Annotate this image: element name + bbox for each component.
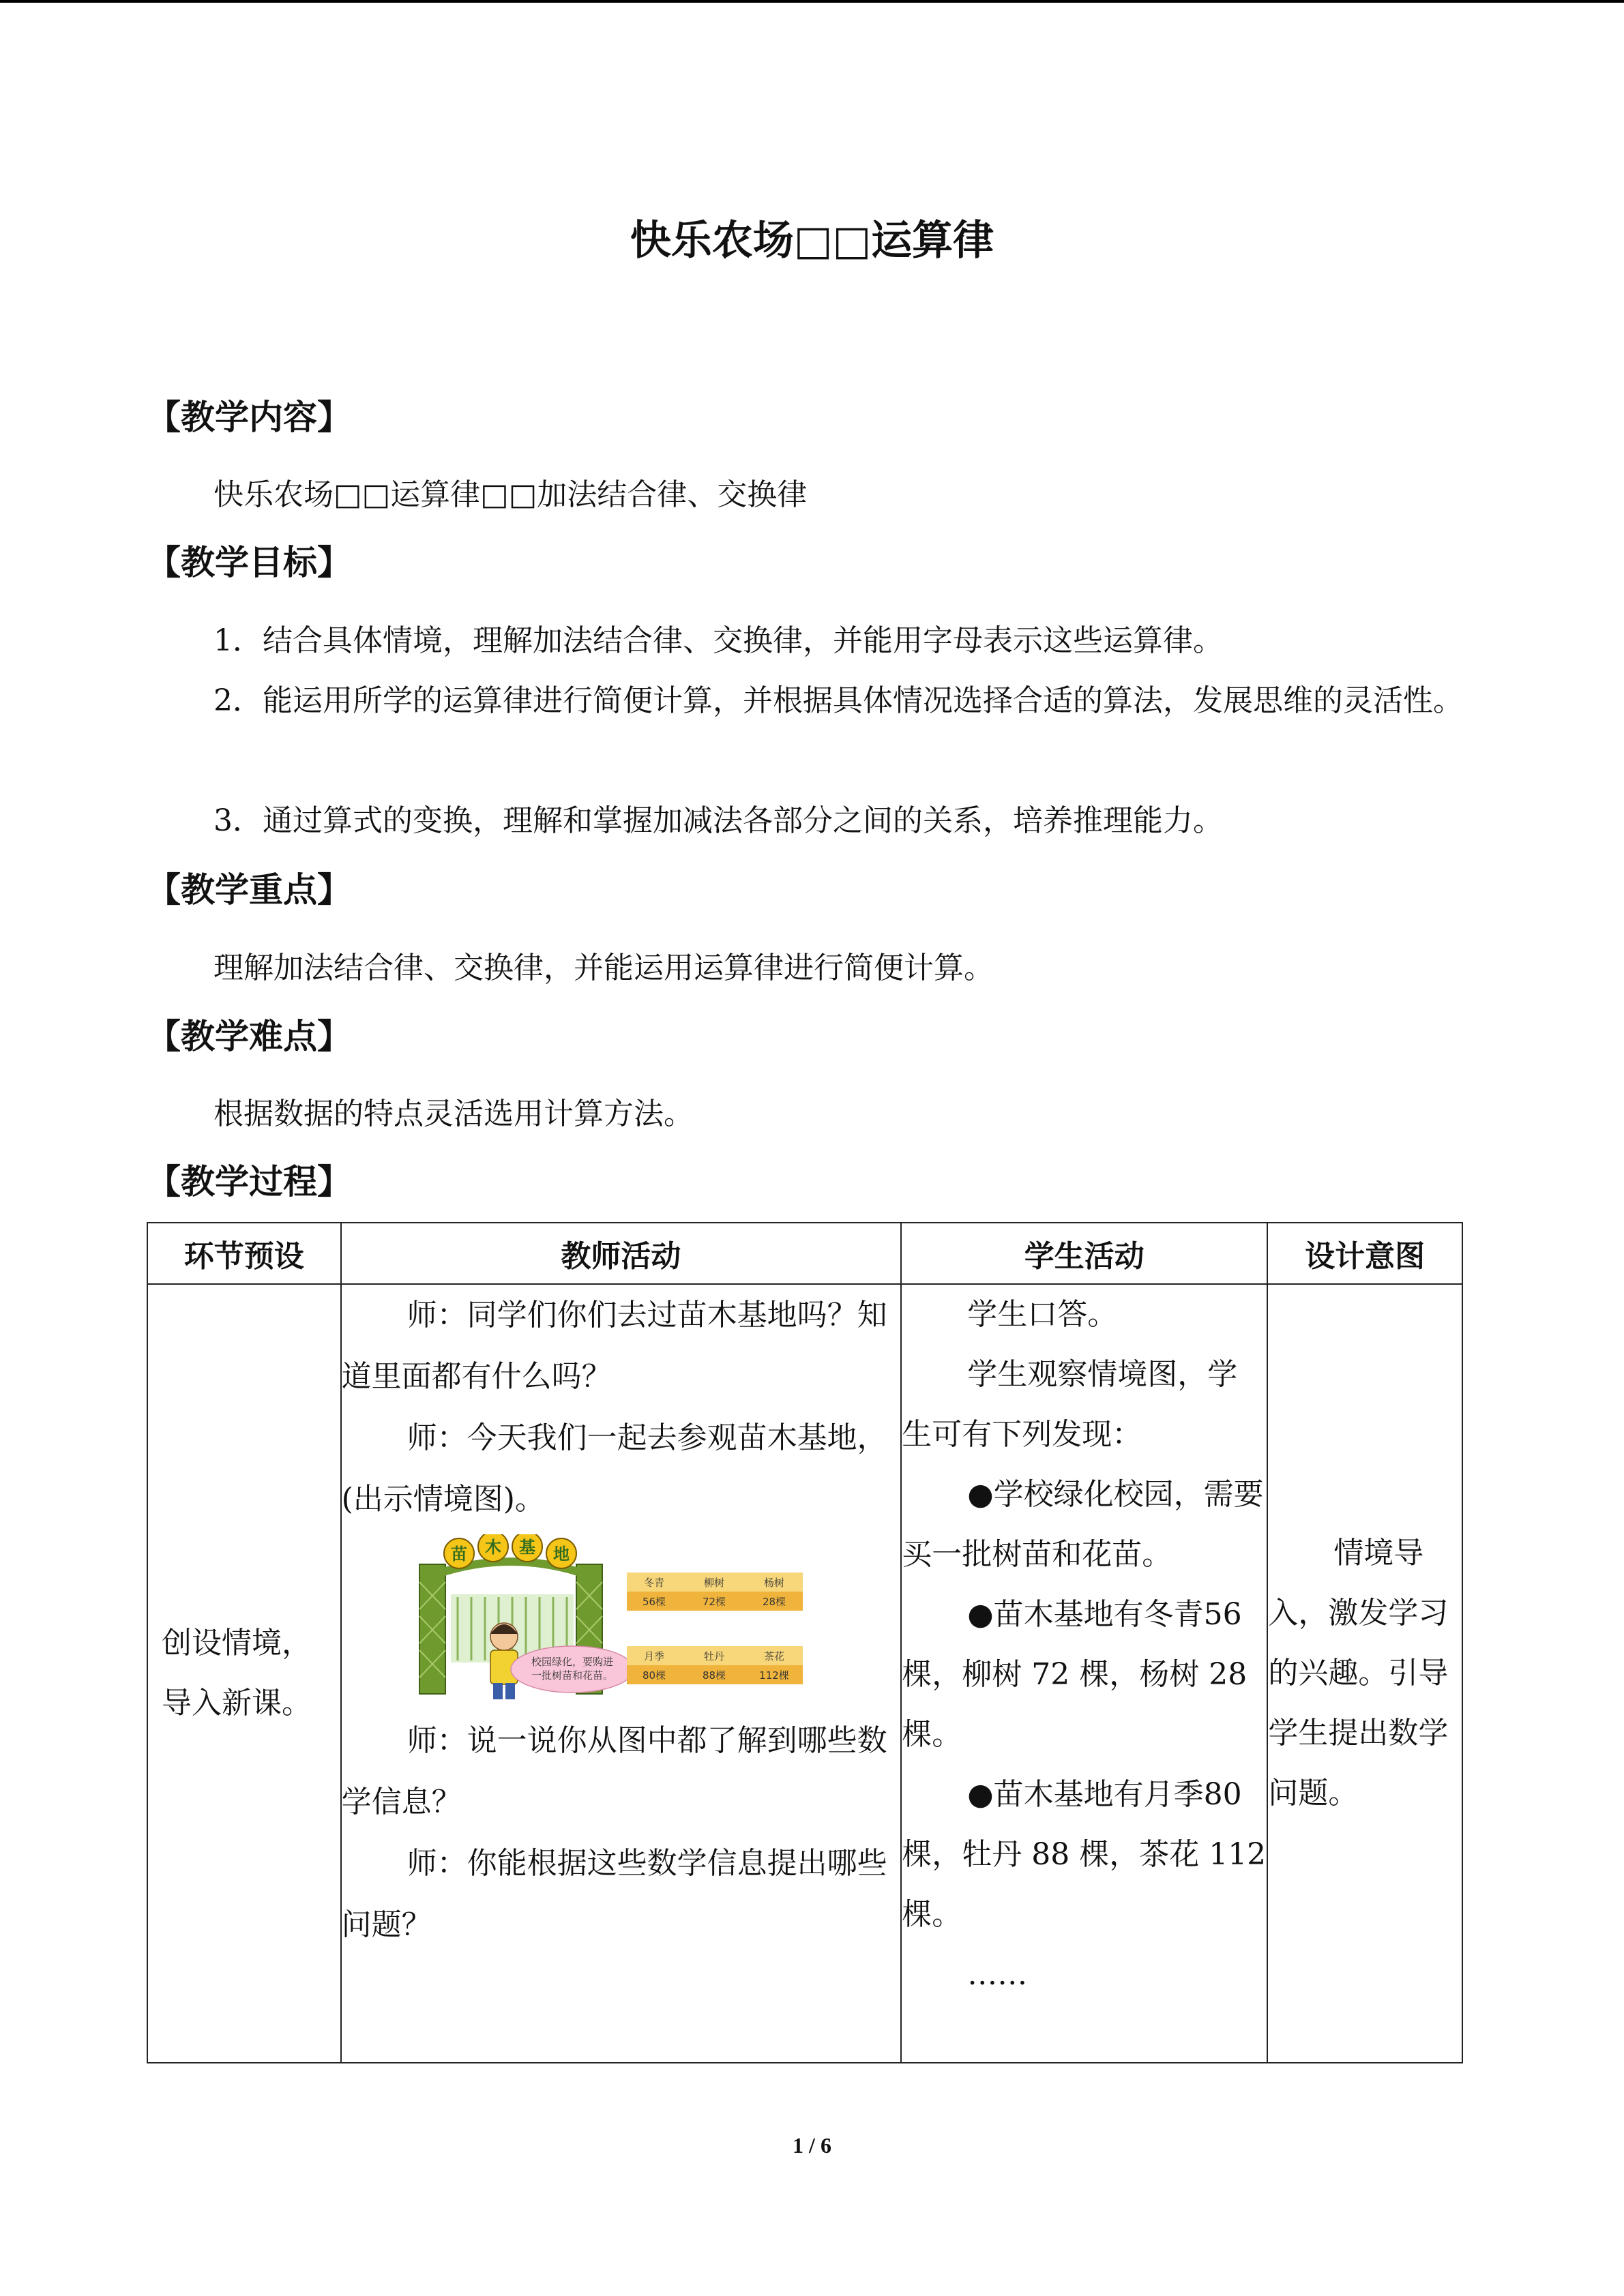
- heading-teaching-content: 【教学内容】: [147, 398, 351, 437]
- flower-value-2: 88棵: [702, 1669, 726, 1682]
- teaching-content-text: 快乐农场□□运算律□□加法结合律、交换律: [213, 477, 808, 512]
- student-line-4: ●苗木基地有冬青56 棵，柳树 72 棵，杨树 28 棵。: [902, 1597, 1247, 1752]
- teacher-activity-cell: [341, 1284, 902, 2063]
- key-points-text: 理解加法结合律、交换律，并能运用运算律进行简便计算。: [213, 951, 994, 985]
- student-activity-cell: [901, 1284, 1267, 2063]
- student-line-3: ●学校绿化校园，需要买一批树苗和花苗。: [902, 1477, 1264, 1572]
- teacher-line-2: 师：今天我们一起去参观苗木基地，(出示情境图)。: [341, 1420, 887, 1517]
- flower-value-3: 112棵: [758, 1669, 789, 1682]
- goal-3: 3．通过算式的变换，理解和掌握加减法各部分之间的关系，培养推理能力。: [213, 803, 1223, 838]
- flower-value-1: 80棵: [642, 1669, 666, 1682]
- heading-teaching-process: 【教学过程】: [147, 1162, 351, 1202]
- stage-cell: [147, 1284, 341, 2063]
- table-header-row: [147, 1223, 1462, 1284]
- page-title: 快乐农场□□运算律: [630, 217, 994, 265]
- heading-teaching-goals: 【教学目标】: [147, 543, 351, 582]
- tree-value-3: 28棵: [762, 1596, 786, 1608]
- goal-1: 1．结合具体情境，理解加法结合律、交换律，并能用字母表示这些运算律。: [213, 623, 1223, 658]
- teacher-line-3: 师：说一说你从图中都了解到哪些数学信息？: [341, 1723, 887, 1819]
- flower-header-2: 牡丹: [703, 1650, 724, 1663]
- top-border-line: [0, 0, 1624, 3]
- bubble-line-1: 校园绿化，要购进: [531, 1656, 613, 1668]
- page-number: 1 / 6: [793, 2133, 831, 2158]
- bubble-line-2: 一批树苗和花苗。: [531, 1669, 613, 1682]
- sign-char-3: 基: [518, 1538, 535, 1557]
- sign-char-2: 木: [484, 1538, 501, 1557]
- stage-text: 创设情境，导入新课。: [162, 1626, 312, 1720]
- teacher-line-4: 师：你能根据这些数学信息提出哪些问题？: [341, 1846, 887, 1942]
- difficulties-text: 根据数据的特点灵活选用计算方法。: [213, 1097, 694, 1131]
- header-stage: 环节预设: [147, 1223, 341, 1284]
- student-line-2: 学生观察情境图，学生可有下列发现：: [902, 1357, 1238, 1452]
- sign-char-4: 地: [552, 1545, 570, 1564]
- flower-header-3: 茶花: [763, 1650, 784, 1663]
- tree-header-3: 杨树: [763, 1577, 784, 1589]
- heading-key-points: 【教学重点】: [147, 870, 351, 910]
- student-line-5: ●苗木基地有月季80 棵，牡丹 88 棵，茶花 112 棵。: [902, 1777, 1267, 1932]
- student-line-6: ……: [967, 1957, 1028, 1992]
- header-design-intent: 设计意图: [1267, 1223, 1462, 1284]
- teacher-line-1: 师：同学们你们去过苗木基地吗？知道里面都有什么吗？: [341, 1298, 887, 1394]
- header-teacher-activity: 教师活动: [341, 1223, 902, 1284]
- tree-value-2: 72棵: [702, 1596, 726, 1608]
- heading-difficulties: 【教学难点】: [147, 1017, 351, 1056]
- sign-char-1: 苗: [450, 1545, 467, 1564]
- table-row: [147, 1284, 1462, 2063]
- design-intent-text: 情境导入，激发学习的兴趣。引导学生提出数学问题。: [1268, 1536, 1449, 1810]
- tree-value-1: 56棵: [642, 1596, 666, 1608]
- teaching-process-table: [147, 1222, 1463, 2063]
- header-student-activity: 学生活动: [901, 1223, 1267, 1284]
- design-intent-cell: [1267, 1284, 1462, 2063]
- tree-header-2: 柳树: [703, 1577, 724, 1589]
- student-line-1: 学生口答。: [967, 1297, 1118, 1332]
- goal-2: 2．能运用所学的运算律进行简便计算，并根据具体情况选择合适的算法，发展思维的灵活性。: [213, 683, 1463, 718]
- tree-header-1: 冬青: [643, 1577, 664, 1589]
- nursery-scene-illustration: [410, 1534, 810, 1703]
- flower-header-1: 月季: [643, 1650, 664, 1663]
